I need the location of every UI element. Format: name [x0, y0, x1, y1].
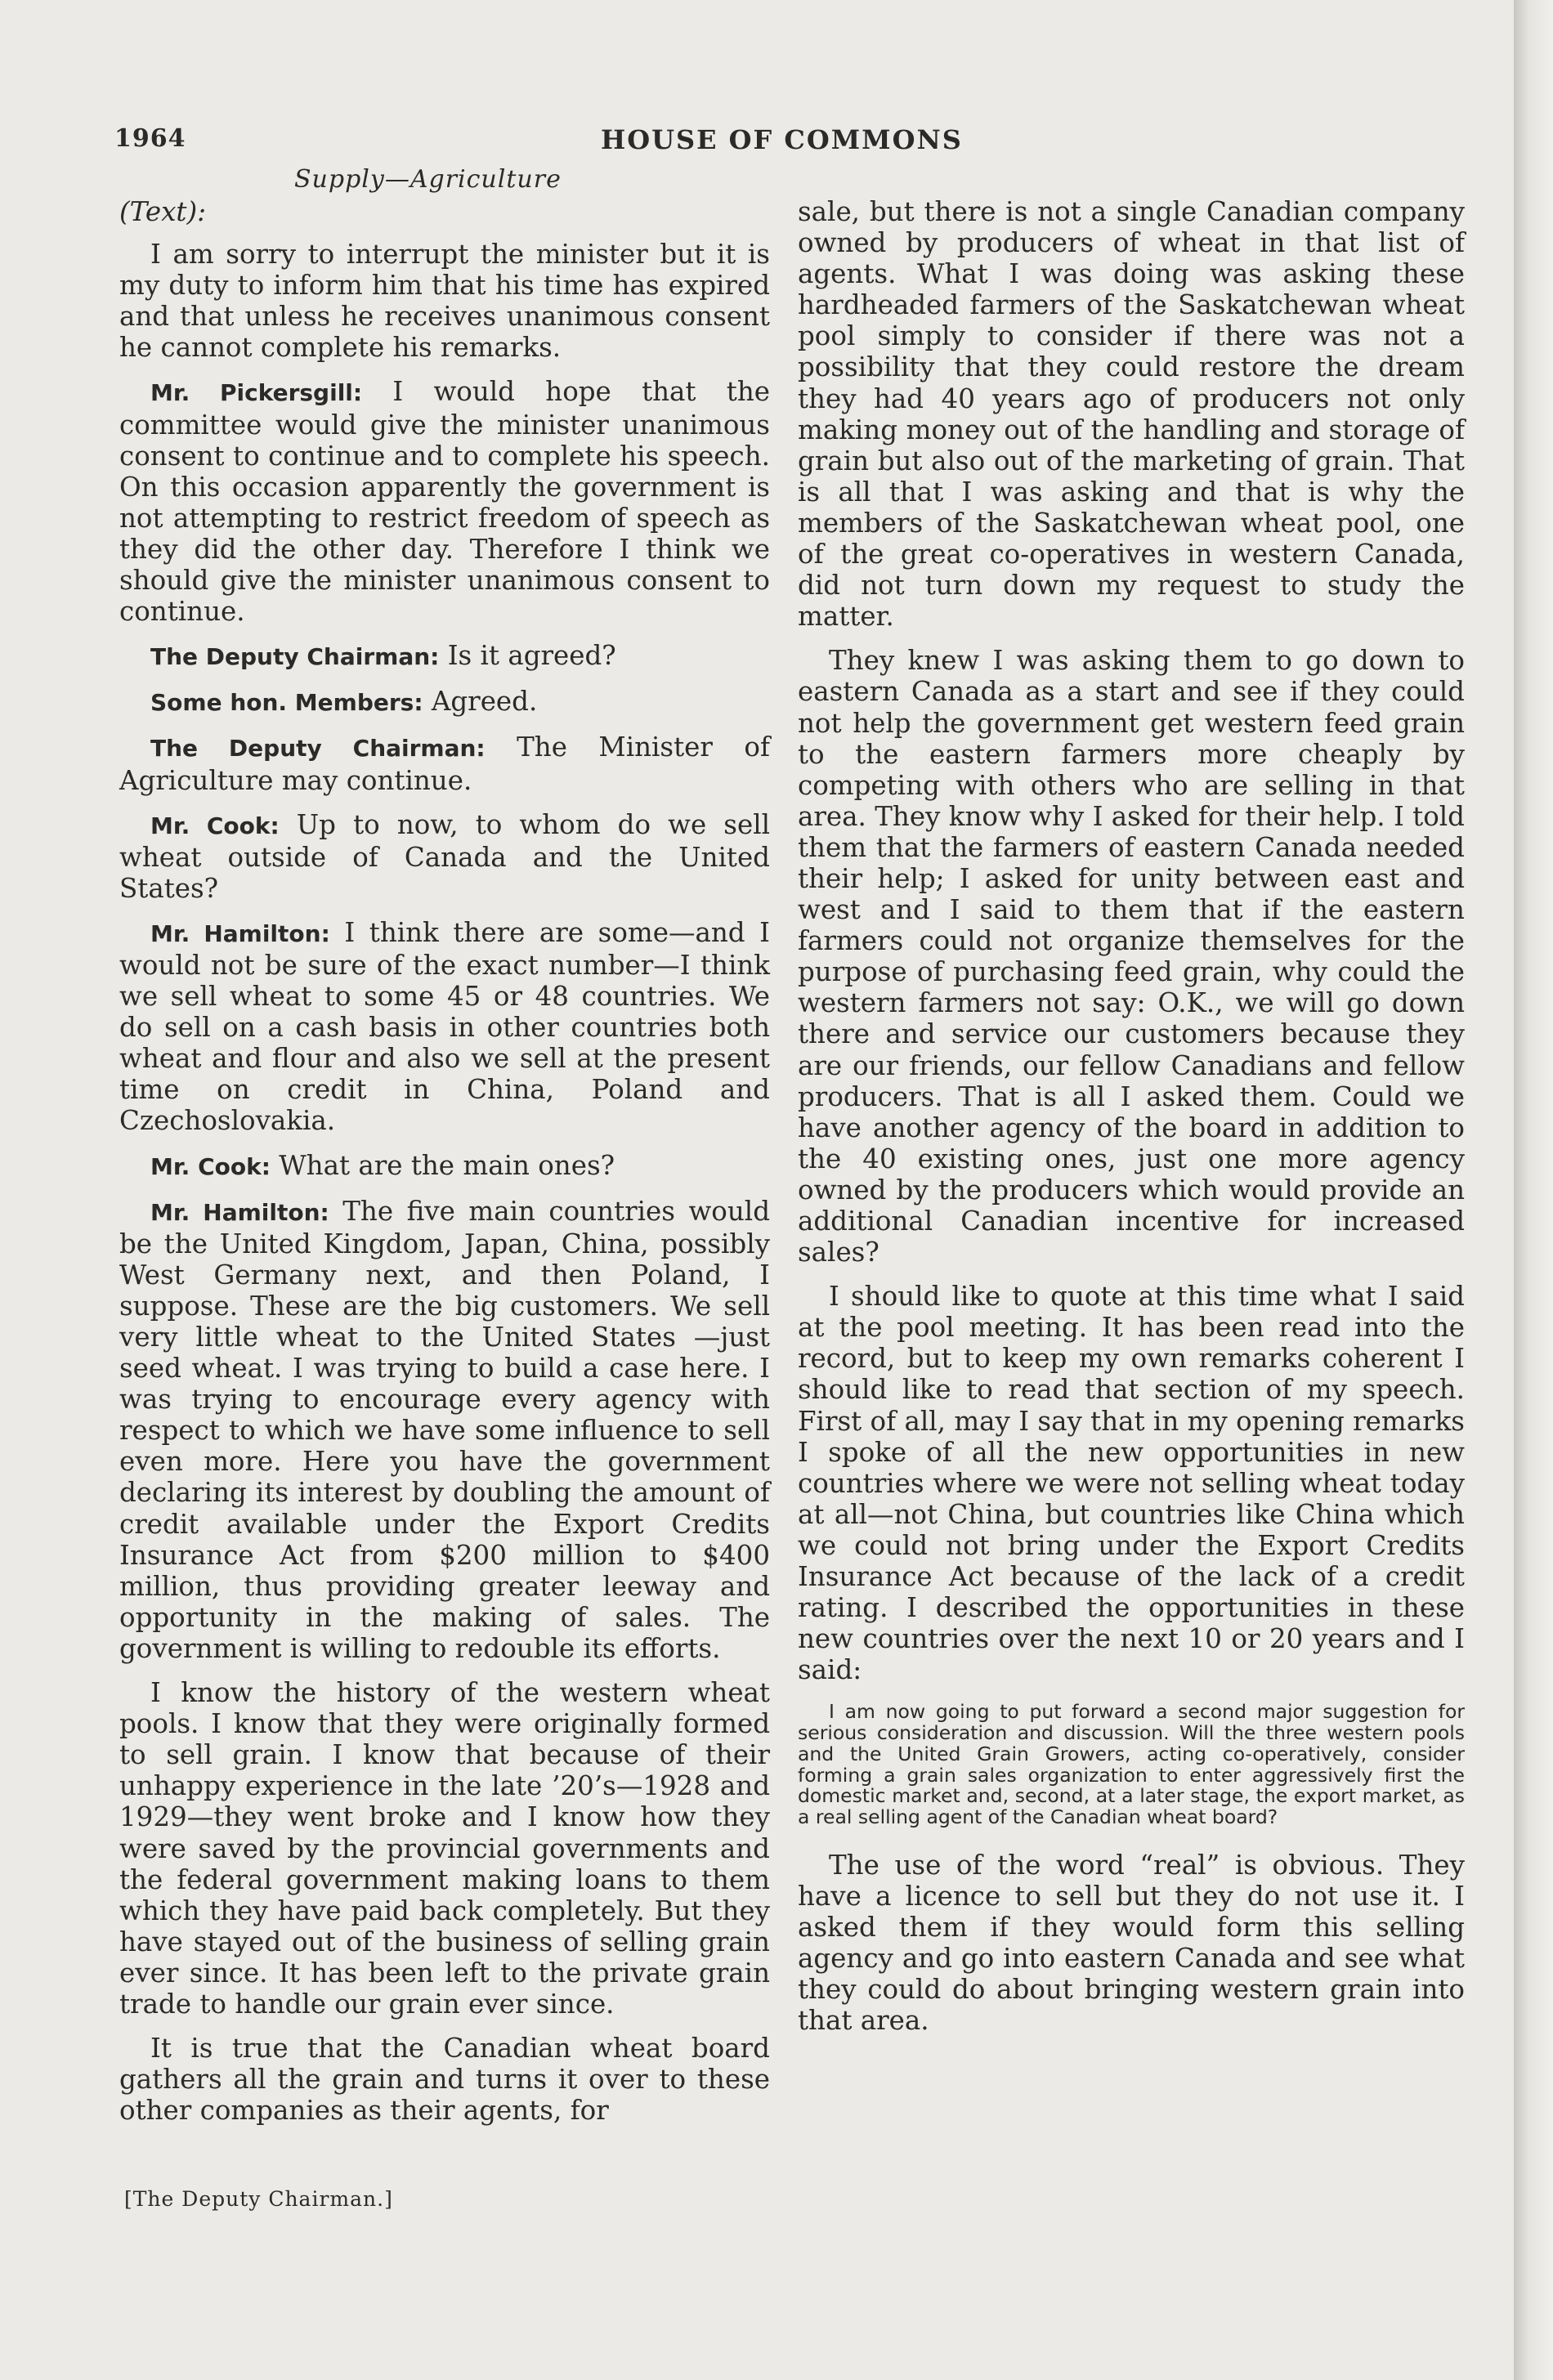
speaker-name: Mr. Hamilton: — [150, 1198, 329, 1226]
speech-deputy-chairman — [119, 640, 770, 673]
speaker-name: The Deputy Chairman: — [150, 735, 486, 763]
speaker-name: Some hon. Members: — [150, 689, 423, 717]
paragraph: The use of the word “real” is obvious. They have a licence to sell but they do not use it. I asked them if they would form this selling agency and go into eastern Canada and see what they could do about bringing western grain into that area. — [798, 1849, 1465, 2037]
speaker-name: Mr. Hamilton: — [150, 919, 330, 947]
left-column — [119, 196, 770, 2139]
speech-text: What are the main ones? — [270, 1149, 615, 1181]
speech-text: I think there are some—and I would not be sure of the exact number—I think we sell wheat to some 45 or 48 countries. We do sell on a cash basis in other countries both wheat and flour and also we sell at the present time on credit in China, Poland and Czechoslovakia. — [119, 916, 770, 1137]
speech-cook — [119, 809, 770, 904]
speech-some-members — [119, 686, 770, 718]
speech-text: Is it agreed? — [439, 640, 616, 672]
block-quote: I am now going to put forward a second major suggestion for serious consideration and discussion. Will the three western pools and the United Grain Growers, acting co-operatively, consider forming a grain sales organization to enter aggressively first the domestic market and, second, at a later stage, the export market, as a real selling agent of the Canadian wheat board? — [798, 1700, 1465, 1828]
speech-hamilton — [119, 1196, 770, 1664]
publication-title: HOUSE OF COMMONS — [601, 124, 963, 155]
speech-cook — [119, 1150, 770, 1183]
page-header — [114, 124, 1463, 165]
text-tag: (Text): — [119, 196, 207, 227]
page-number: 1964 — [114, 124, 186, 153]
paragraph: It is true that the Canadian wheat board gathers all the grain and turns it over to these other companies as their agents, for — [119, 2033, 770, 2127]
paragraph: I know the history of the western wheat pools. I know that they were originally formed to sell grain. I know that because of their unhappy experience in the late ’20’s—1928 and 1929—they went broke and I know how they were saved by the provincial governments and the federal government making loans to them which they have paid back completely. But they have stayed out of the business of selling grain ever since. It has been left to the private grain trade to handle our grain ever since. — [119, 1677, 770, 2020]
paragraph: I am sorry to interrupt the minister but it is my duty to inform him that his time has expired and that unless he receives unanimous consent he cannot complete his remarks. — [119, 239, 770, 364]
speech-hamilton — [119, 917, 770, 1137]
footer-note: [The Deputy Chairman.] — [124, 2187, 393, 2211]
speaker-name: Mr. Cook: — [150, 812, 280, 839]
speech-text: The five main countries would be the United Kingdom, Japan, China, possibly West Germany next, and then Poland, I suppose. These are the big customers. We sell very little wheat to the United States —just seed wheat. I was trying to build a case here. I was trying to encourage every agency with respect to which we have some influence to sell even more. Here you have the government declaring its interest by doubling the amount of credit available under the Export Credits Insurance Act from $200 million to $400 million, thus providing greater leeway and opportunity in the making of sales. The government is willing to redouble its efforts. — [119, 1195, 771, 1664]
speaker-name: The Deputy Chairman: — [150, 643, 440, 671]
speech-pickersgill — [119, 376, 770, 627]
paragraph: sale, but there is not a single Canadian company owned by producers of wheat in that list of agents. What I was doing was asking these hardheaded farmers of the Saskatchewan wheat pool simply to consider if there was not a possibility that they could restore the dream they had 40 years ago of producers not only making money out of the handling and storage of grain but also out of the marketing of grain. That is all that I was asking and that is why the members of the Saskatchewan wheat pool, one of the great co-operatives in western Canada, did not turn down my request to study the matter. — [798, 196, 1465, 633]
speech-text: Agreed. — [423, 686, 538, 718]
speaker-name: Mr. Pickersgill: — [150, 379, 363, 407]
paragraph: They knew I was asking them to go down to eastern Canada as a start and see if they could not help the government get western feed grain to the eastern farmers more cheaply by competing with others who are selling in that area. They know why I asked for their help. I told them that the farmers of eastern Canada needed their help; I asked for unity between east and west and I said to them that if the eastern farmers could not organize themselves for the purpose of purchasing feed grain, why could the western farmers not say: O.K., we will go down there and service our customers because they are our friends, our fellow Canadians and fellow producers. That is all I asked them. Could we have another agency of the board in addition to the 40 existing ones, just one more agency owned by the producers which would provide an additional Canadian incentive for increased sales? — [798, 645, 1465, 1268]
speech-text: The Minister of Agriculture may continue. — [119, 731, 770, 796]
section-heading: Supply—Agriculture — [294, 165, 562, 194]
speech-text: I would hope that the committee would give the minister unanimous consent to continue and to complete his speech. On this occasion apparently the government is not attempting to restrict freedom of speech as they did the other day. Therefore I think we should give the minister unanimous consent to continue. — [119, 376, 770, 628]
right-column — [798, 196, 1465, 2049]
speech-text: Up to now, to whom do we sell wheat outside of Canada and the United States? — [119, 808, 770, 904]
page-edge-shadow — [1514, 0, 1553, 2380]
paragraph: I should like to quote at this time what I said at the pool meeting. It has been read into the record, but to keep my own remarks coherent I should like to read that section of my speech. First of all, may I say that in my opening remarks I spoke of all the new opportunities in new countries where we were not selling wheat today at all—not China, but countries like China which we could not bring under the Export Credits Insurance Act because of the lack of a credit rating. I described the opportunities in these new countries over the next 10 or 20 years and I said: — [798, 1281, 1465, 1686]
text-tag-line — [119, 196, 770, 227]
speech-deputy-chairman — [119, 731, 770, 795]
speaker-name: Mr. Cook: — [150, 1152, 271, 1180]
